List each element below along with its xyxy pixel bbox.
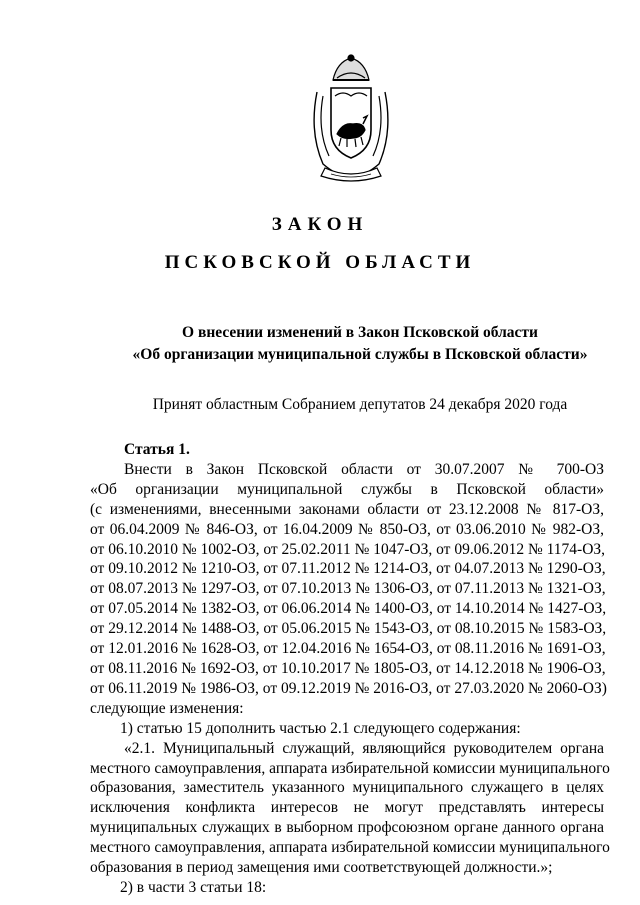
law-subject bbox=[80, 322, 640, 366]
subject-line: О внесении изменений в Закон Псковской области bbox=[182, 324, 538, 341]
text-line: от 06.10.2010 № 1002-ОЗ, от 25.02.2011 № 1047-ОЗ, от 09.06.2012 № 1174-ОЗ, bbox=[90, 540, 606, 558]
text-line: Внести в Закон Псковской области от 30.07.2007 № 700-ОЗ bbox=[124, 460, 604, 478]
text-line: образования, заместитель указанного муниципального служащего в целях bbox=[90, 779, 604, 797]
text-line: от 06.11.2019 № 1986-ОЗ, от 09.12.2019 № 2016-ОЗ, от 27.03.2020 № 2060-ОЗ) bbox=[90, 679, 607, 697]
adoption-note: Принят областным Собранием депутатов 24 декабря 2020 года bbox=[152, 396, 568, 413]
document-type-title: ЗАКОН bbox=[271, 214, 369, 235]
text-line: муниципальных служащих в выборном профсоюзном органе данного органа bbox=[90, 819, 604, 837]
text-line: от 12.01.2016 № 1628-ОЗ, от 12.04.2016 № 1654-ОЗ, от 08.11.2016 № 1691-ОЗ, bbox=[90, 640, 606, 658]
text-line: исключения конфликта интересов не могут представлять интересы bbox=[90, 799, 604, 817]
text-line: (с изменениями, внесенными законами области от 23.12.2008 № 817-ОЗ, bbox=[90, 500, 604, 518]
coat-of-arms-icon bbox=[303, 52, 399, 184]
text-line: местного самоуправления, аппарата избирательной комиссии муниципального bbox=[90, 839, 610, 857]
amendment-item-2 bbox=[90, 878, 604, 898]
article-heading: Статья 1. bbox=[124, 441, 190, 458]
text-line: образования в период замещения ими соответствующей должности.»; bbox=[90, 859, 553, 877]
amendment-quote bbox=[90, 739, 610, 878]
text-line: 2) в части 3 статьи 18: bbox=[120, 878, 267, 896]
text-line: от 08.07.2013 № 1297-ОЗ, от 07.10.2013 № 1306-ОЗ, от 07.11.2013 № 1321-ОЗ, bbox=[90, 580, 606, 598]
text-line: 1) статью 15 дополнить частью 2.1 следующего содержания: bbox=[120, 719, 521, 737]
text-line: от 08.11.2016 № 1692-ОЗ, от 10.10.2017 № 1805-ОЗ, от 14.12.2018 № 1906-ОЗ, bbox=[90, 659, 606, 677]
text-line: местного самоуправления, аппарата избирательной комиссии муниципального bbox=[90, 759, 610, 777]
text-line: от 09.10.2012 № 1210-ОЗ, от 07.11.2012 № 1214-ОЗ, от 04.07.2013 № 1290-ОЗ, bbox=[90, 560, 606, 578]
article-intro-paragraph bbox=[90, 460, 607, 719]
law-body bbox=[90, 440, 610, 898]
text-line: следующие изменения: bbox=[90, 699, 244, 717]
text-line: от 29.12.2014 № 1488-ОЗ, от 05.06.2015 № 1543-ОЗ, от 08.10.2015 № 1583-ОЗ, bbox=[90, 620, 607, 638]
text-line: «2.1. Муниципальный служащий, являющийся руководителем органа bbox=[124, 739, 604, 757]
text-line: от 07.05.2014 № 1382-ОЗ, от 06.06.2014 № 1400-ОЗ, от 14.10.2014 № 1427-ОЗ, bbox=[90, 600, 607, 618]
region-title: ПСКОВСКОЙ ОБЛАСТИ bbox=[164, 252, 476, 273]
text-line: «Об организации муниципальной службы в Псковской области» bbox=[90, 480, 604, 498]
subject-line: «Об организации муниципальной службы в Псковской области» bbox=[132, 346, 588, 363]
text-line: от 06.04.2009 № 846-ОЗ, от 16.04.2009 № 850-ОЗ, от 03.06.2010 № 982-ОЗ, bbox=[90, 520, 604, 538]
amendment-item-1 bbox=[90, 719, 604, 739]
